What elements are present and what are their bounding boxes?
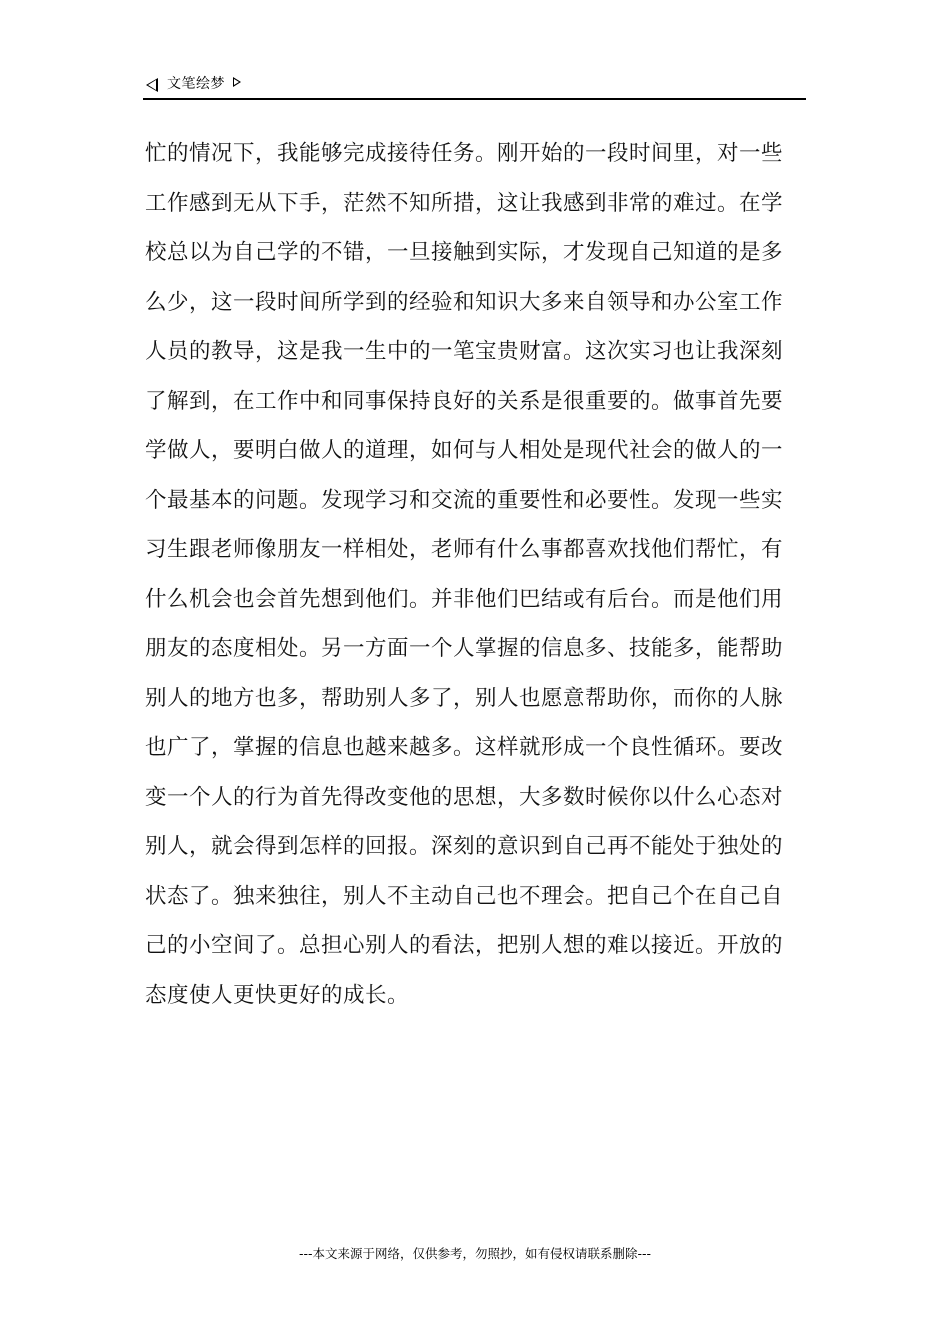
text-line: 了解到，在工作中和同事保持良好的关系是很重要的。做事首先要 <box>145 388 784 414</box>
text-line: 什么机会也会首先想到他们。并非他们巴结或有后台。而是他们用 <box>145 586 784 612</box>
text-line: 校总以为自己学的不错，一旦接触到实际，才发现自己知道的是多 <box>145 240 784 265</box>
triangle-right-icon <box>233 77 241 87</box>
header-title: 文笔绘梦 <box>167 76 225 92</box>
text-line: 工作感到无从下手，茫然不知所措，这让我感到非常的难过。在学 <box>145 190 784 216</box>
text-line: 别人的地方也多，帮助别人多了，别人也愿意帮助你，而你的人脉 <box>145 685 784 711</box>
text-line: 别人，就会得到怎样的回报。深刻的意识到自己再不能处于独处的 <box>145 834 784 859</box>
text-line: 状态了。独来独往，别人不主动自己也不理会。把自己个在自己自 <box>145 883 784 909</box>
text-line: 忙的情况下，我能够完成接待任务。刚开始的一段时间里，对一些 <box>145 141 784 166</box>
text-line: 习生跟老师像朋友一样相处，老师有什么事都喜欢找他们帮忙，有 <box>145 537 784 562</box>
text-line: 学做人，要明白做人的道理，如何与人相处是现代社会的做人的一 <box>145 438 784 463</box>
footer-notice: ---本文来源于网络，仅供参考，勿照抄，如有侵权请联系删除--- <box>298 1246 652 1261</box>
text-line: 朋友的态度相处。另一方面一个人掌握的信息多、技能多，能帮助 <box>145 636 784 661</box>
text-line: 变一个人的行为首先得改变他的思想，大多数时候你以什么心态对 <box>145 784 784 810</box>
text-line: 个最基本的问题。发现学习和交流的重要性和必要性。发现一些实 <box>145 487 784 513</box>
document-body <box>145 129 793 1020</box>
text-line: 么少，这一段时间所学到的经验和知识大多来自领导和办公室工作 <box>145 289 784 315</box>
text-line: 己的小空间了。总担心别人的看法，把别人想的难以接近。开放的 <box>145 933 784 958</box>
text-line: 态度使人更快更好的成长。 <box>145 982 410 1008</box>
page-header <box>143 72 806 100</box>
triangle-left-icon <box>146 78 158 92</box>
text-line: 人员的教导，这是我一生中的一笔宝贵财富。这次实习也让我深刻 <box>145 339 784 364</box>
text-line: 也广了，掌握的信息也越来越多。这样就形成一个良性循环。要改 <box>145 735 784 760</box>
